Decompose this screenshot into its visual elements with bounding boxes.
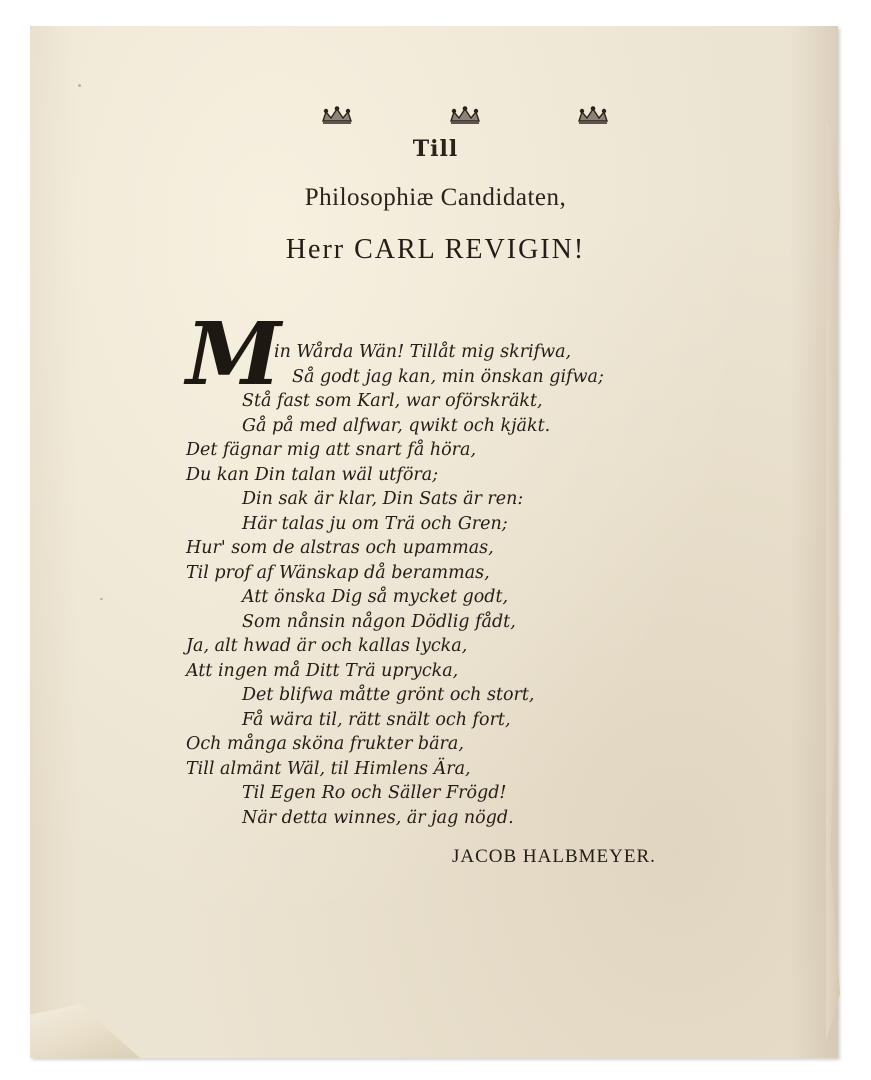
- recipient-name: Herr CARL REVIGIN!: [285, 234, 586, 265]
- poem-line: Din sak är klar, Din Sats är ren:: [242, 489, 524, 509]
- poem-line: Få wära til, rätt snält och fort,: [242, 709, 511, 730]
- crown-ornament-row: [320, 104, 610, 128]
- poem-line: Till almänt Wäl, til Himlens Ära,: [186, 758, 471, 779]
- poem-line: Ja, alt hwad är och kallas lycka,: [186, 636, 468, 656]
- poem-line: Det fägnar mig att snart få höra,: [186, 440, 477, 460]
- salutation-heading: Till: [412, 136, 459, 162]
- poem-line: Och många sköna frukter bära,: [186, 734, 464, 754]
- crown-icon: [576, 106, 610, 126]
- poem-line: Til Egen Ro och Säller Frögd!: [242, 783, 507, 803]
- poem-body: [186, 340, 706, 830]
- poem-line: Att önska Dig så mycket godt,: [242, 587, 509, 607]
- poem-line: Som nånsin någon Dödlig fådt,: [242, 611, 516, 632]
- poem-line: Att ingen må Ditt Trä uprycka,: [186, 660, 459, 681]
- poem-line: Hur' som de alstras och upammas,: [186, 538, 494, 558]
- poem-line: Gå på med alfwar, qwikt och kjäkt.: [242, 415, 551, 436]
- poem-line: in Wårda Wän! Tillåt mig skrifwa,: [274, 342, 572, 362]
- ink-spot: [100, 598, 103, 600]
- poem-line: När detta winnes, är jag nögd.: [242, 807, 514, 828]
- poem-line: Det blifwa måtte grönt och stort,: [242, 685, 535, 705]
- poem-line: Här talas ju om Trä och Gren;: [242, 513, 508, 534]
- poem-line: Stå fast som Karl, war oförskräkt,: [242, 391, 543, 411]
- crown-icon: [448, 106, 482, 126]
- crown-icon: [320, 106, 354, 126]
- ink-spot: [78, 84, 81, 87]
- drop-cap: M: [186, 304, 278, 405]
- signature: JACOB HALBMEYER.: [452, 846, 656, 867]
- poem-line: Du kan Din talan wäl utföra;: [186, 464, 439, 485]
- recipient-title: Philosophiæ Candidaten,: [304, 184, 567, 211]
- poem-line: Til prof af Wänskap då berammas,: [186, 562, 490, 583]
- poem-line: Så godt jag kan, min önskan gifwa;: [292, 366, 604, 387]
